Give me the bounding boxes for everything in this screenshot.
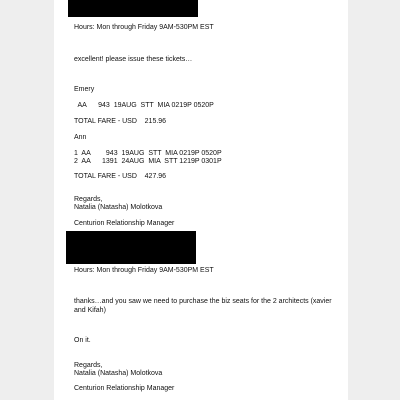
signature-title: Centurion Relationship Manager (74, 220, 175, 227)
passenger-name: Emery (74, 86, 95, 93)
regards-text: Regards, (74, 196, 103, 203)
signature-title: Centurion Relationship Manager (74, 385, 175, 392)
flight-line: AA 943 19AUG STT MIA 0219P 0520P (74, 102, 214, 109)
message-text: thanks…and you saw we need to purchase the biz seats for the 2 architects (xavier and Kifah) (74, 298, 332, 314)
flight-line: 1 AA 943 19AUG STT MIA 0219P 0520P (74, 150, 222, 157)
passenger-name: Ann (74, 134, 87, 141)
document-page (54, 0, 348, 400)
fare-total: TOTAL FARE - USD 215.96 (74, 118, 167, 125)
reply-text: On it. (74, 337, 91, 344)
hours-line: Hours: Mon through Friday 9AM-530PM EST (74, 267, 214, 274)
regards-text: Regards, (74, 362, 103, 369)
fare-total: TOTAL FARE - USD 427.96 (74, 173, 167, 180)
redaction-bar-top (68, 0, 198, 17)
signature-name: Natalia (Natasha) Molotkova (74, 370, 163, 377)
message-text: excellent! please issue these tickets… (74, 56, 193, 63)
redaction-bar-middle (66, 231, 196, 264)
signature-name: Natalia (Natasha) Molotkova (74, 204, 163, 211)
hours-line: Hours: Mon through Friday 9AM-530PM EST (74, 24, 214, 31)
flight-line: 2 AA 1391 24AUG MIA STT 1219P 0301P (74, 158, 222, 165)
